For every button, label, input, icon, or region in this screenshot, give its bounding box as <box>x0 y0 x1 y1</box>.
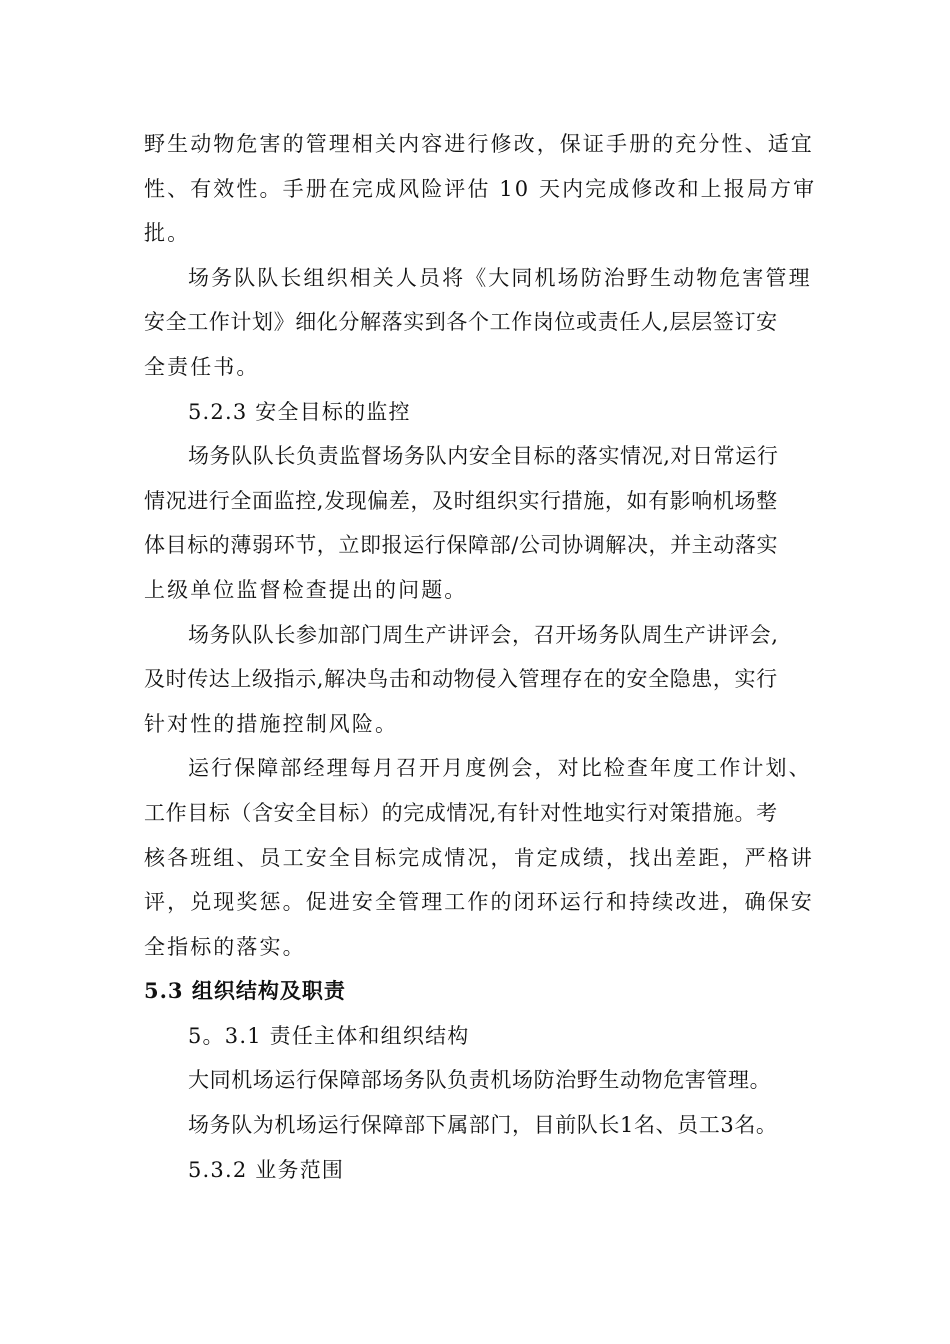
paragraph-line: 核各班组、员工安全目标完成情况，肯定成绩，找出差距，严格讲 <box>144 845 814 870</box>
section-heading-5-2-3: 5.2.3 安全目标的监控 <box>188 399 411 424</box>
paragraph-line: 性、有效性。手册在完成风险评估 10 天内完成修改和上报局方审 <box>144 176 817 201</box>
section-heading-5-3-1: 5。3.1 责任主体和组织结构 <box>188 1023 470 1048</box>
paragraph-line: 工作目标（含安全目标）的完成情况,有针对性地实行对策措施。考 <box>144 800 778 825</box>
section-heading-5-3: 5.3 组织结构及职责 <box>144 978 346 1004</box>
paragraph-line: 场务队队长参加部门周生产讲评会，召开场务队周生产讲评会, <box>188 622 779 647</box>
paragraph-line: 野生动物危害的管理相关内容进行修改，保证手册的充分性、适宜 <box>144 132 814 156</box>
paragraph-line: 安全工作计划》细化分解落实到各个工作岗位或责任人,层层签订安 <box>144 310 778 335</box>
paragraph-line: 上级单位监督检查提出的问题。 <box>144 577 468 602</box>
paragraph-line: 评，兑现奖惩。促进安全管理工作的闭环运行和持续改进，确保安 <box>144 890 814 915</box>
paragraph-line: 批。 <box>144 221 191 246</box>
document-body <box>144 122 824 1192</box>
paragraph-line: 场务队为机场运行保障部下属部门，目前队长1名、员工3名。 <box>188 1113 778 1138</box>
paragraph-line: 大同机场运行保障部场务队负责机场防治野生动物危害管理。 <box>188 1068 772 1093</box>
paragraph-line: 体目标的薄弱环节，立即报运行保障部/公司协调解决，并主动落实 <box>144 533 779 558</box>
paragraph-line: 针对性的措施控制风险。 <box>144 711 399 736</box>
section-heading-5-3-2: 5.3.2 业务范围 <box>188 1157 345 1182</box>
paragraph-line: 情况进行全面监控,发现偏差，及时组织实行措施，如有影响机场整 <box>144 488 778 513</box>
paragraph-line: 全责任书。 <box>144 354 260 379</box>
paragraph-line: 及时传达上级指示,解决鸟击和动物侵入管理存在的安全隐患，实行 <box>144 667 778 692</box>
paragraph-line: 全指标的落实。 <box>144 934 306 959</box>
paragraph-line: 运行保障部经理每月召开月度例会，对比检查年度工作计划、 <box>188 756 812 781</box>
paragraph-line: 场务队队长组织相关人员将《大同机场防治野生动物危害管理 <box>188 265 812 290</box>
paragraph-line: 场务队队长负责监督场务队内安全目标的落实情况,对日常运行 <box>188 444 779 469</box>
